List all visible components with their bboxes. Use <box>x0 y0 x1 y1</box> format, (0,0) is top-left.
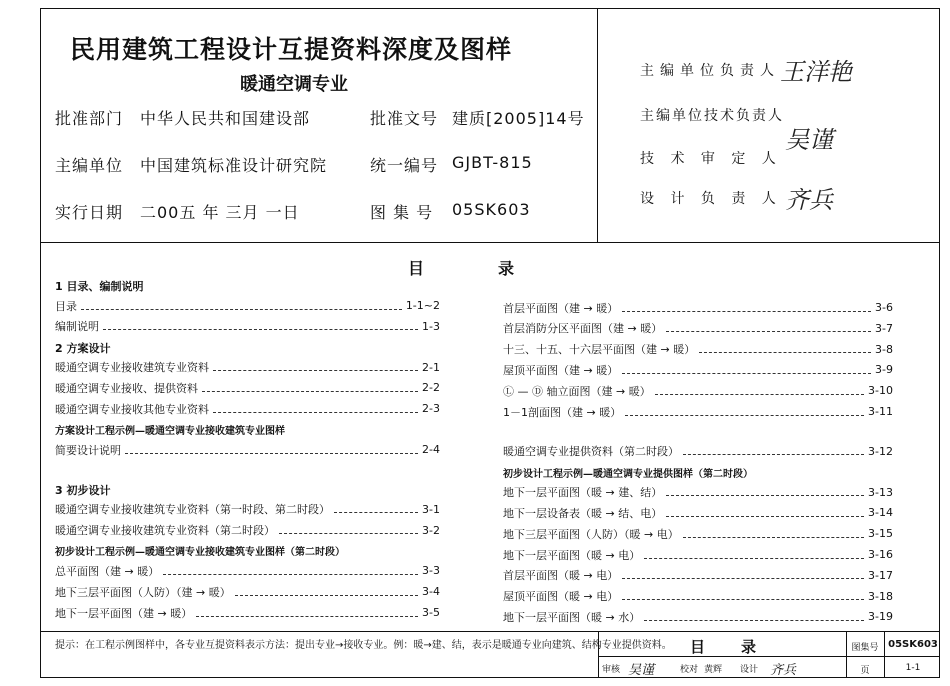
atlas-no: 05SK603 <box>888 639 938 650</box>
toc-leader <box>666 324 871 332</box>
toc-entry-label: Ⓛ — Ⓓ 轴立面图（建 → 暖） <box>503 384 651 398</box>
toc-entry[interactable] <box>503 485 893 500</box>
toc-entry-page: 1-3 <box>422 319 440 333</box>
toc-entry-label: 地下三层平面图（人防）（暖 → 电） <box>503 527 679 541</box>
toc-subheading: 初步设计工程示例—暖通空调专业提供图样（第二时段） <box>503 468 753 480</box>
toc-leader <box>644 613 864 621</box>
toc-entry-label: 地下一层设备表（暖 → 结、电） <box>503 506 663 520</box>
toc-section-heading: 2 方案设计 <box>55 341 111 355</box>
toc-leader <box>622 366 871 374</box>
check-label: 校对 <box>680 665 699 675</box>
toc-entry-label: 暖通空调专业接收、提供资料 <box>55 381 198 395</box>
reviewer-signature: 吴谨 <box>628 663 655 678</box>
toc-entry-page: 3-3 <box>422 564 440 578</box>
toc-leader <box>125 446 418 454</box>
toc-entry-label: 十三、十五、十六层平面图（建 → 暖） <box>503 343 696 357</box>
footer-divider <box>40 631 940 632</box>
toc-entry[interactable] <box>55 502 440 517</box>
toc-subheading: 初步设计工程示例—暖通空调专业接收建筑专业图样（第二时段） <box>55 547 345 559</box>
document-subtitle: 暖通空调专业 <box>240 74 348 95</box>
toc-entry-page: 3-7 <box>875 321 893 335</box>
titleblock-divider <box>884 631 885 678</box>
toc-entry[interactable] <box>503 547 893 562</box>
toc-entry-label: 地下一层平面图（建 → 暖） <box>55 606 193 620</box>
unified-label: 统一编号 <box>370 156 439 175</box>
design-label: 设计 <box>740 665 759 675</box>
toc-leader <box>683 530 864 538</box>
toc-leader <box>202 384 418 392</box>
toc-entry-page: 3-4 <box>422 585 440 599</box>
toc-entry[interactable] <box>55 563 440 578</box>
toc-leader <box>622 571 864 579</box>
atlas-number: 05SK603 <box>452 200 531 219</box>
toc-entry-label: 暖通空调专业接收建筑专业资料 <box>55 361 209 375</box>
toc-entry-label: 首层平面图（暖 → 电） <box>503 569 619 583</box>
toc-entry-label: 目录 <box>55 299 77 313</box>
toc-entry[interactable] <box>503 404 893 419</box>
toc-entry-page: 3-1 <box>422 502 440 516</box>
toc-entry-page: 3-6 <box>875 301 893 314</box>
toc-entry[interactable] <box>503 342 893 357</box>
signer-role: 主编单位技术负责人 <box>640 108 784 124</box>
toc-entry[interactable] <box>55 401 440 416</box>
toc-entry-page: 3-8 <box>875 342 893 356</box>
toc-leader <box>644 551 864 559</box>
toc-entry-page: 3-14 <box>868 506 893 520</box>
toc-leader <box>622 304 871 312</box>
toc-entry[interactable] <box>55 584 440 599</box>
toc-entry-label: 暖通空调专业接收建筑专业资料（第一时段、第二时段） <box>55 503 330 517</box>
toc-leader <box>235 588 418 596</box>
toc-entry-label: 首层平面图（建 → 暖） <box>503 301 619 315</box>
signature: 吴谨 <box>785 126 833 154</box>
toc-entry[interactable] <box>503 526 893 541</box>
toc-section-heading: 3 初步设计 <box>55 483 111 497</box>
toc-entry-label: 屋顶平面图（建 → 暖） <box>503 363 619 377</box>
titleblock-title: 目 录 <box>690 638 759 656</box>
review-label: 审核 <box>602 665 621 675</box>
toc-entry-label: 暖通空调专业提供资料（第二时段） <box>503 445 679 459</box>
editor: 中国建筑标准设计研究院 <box>140 156 328 175</box>
designer-signature: 齐兵 <box>770 663 797 678</box>
titleblock-row-divider <box>598 656 940 657</box>
approve-doc: 建质[2005]14号 <box>452 109 585 128</box>
toc-entry[interactable] <box>503 383 893 398</box>
toc-title: 目 录 <box>408 259 517 278</box>
signature: 王洋艳 <box>780 58 852 86</box>
toc-entry-page: 3-13 <box>868 485 893 499</box>
effective-date: 二00五 年 三月 一日 <box>140 203 300 222</box>
toc-entry[interactable] <box>55 380 440 395</box>
toc-leader <box>81 302 402 310</box>
approve-dept: 中华人民共和国建设部 <box>140 109 311 128</box>
toc-entry[interactable] <box>503 444 893 459</box>
toc-entry-page: 3-18 <box>868 589 893 603</box>
toc-entry[interactable] <box>55 442 440 457</box>
toc-entry-page: 3-17 <box>868 568 893 582</box>
toc-leader <box>279 526 418 534</box>
titleblock-divider <box>598 631 599 678</box>
toc-entry[interactable] <box>503 321 893 336</box>
toc-leader <box>622 592 864 600</box>
toc-entry-page: 3-9 <box>875 363 893 377</box>
toc-entry[interactable] <box>503 589 893 604</box>
toc-entry-page: 3-19 <box>868 610 893 624</box>
checker-name: 黄辉 <box>704 665 723 675</box>
signature: 齐兵 <box>785 186 833 214</box>
toc-entry-label: 暖通空调专业接收其他专业资料 <box>55 402 209 416</box>
toc-leader <box>625 408 864 416</box>
date-label: 实行日期 <box>55 203 124 222</box>
toc-entry-page: 3-5 <box>422 606 440 619</box>
toc-entry-label: 1－1剖面图（建 → 暖） <box>503 405 622 419</box>
unified-number: GJBT-815 <box>452 153 533 172</box>
toc-entry-label: 暖通空调专业接收建筑专业资料（第二时段） <box>55 524 275 538</box>
toc-entry-label: 屋顶平面图（暖 → 电） <box>503 590 619 604</box>
document-title: 民用建筑工程设计互提资料深度及图样 <box>70 35 513 64</box>
footer-note: 提示：在工程示例图样中，各专业互提资料表示方法：提出专业→接收专业。例：暖→建、结，表示是暖通专业向建筑、结构专业提供资料。 <box>55 640 672 651</box>
toc-leader <box>666 488 864 496</box>
toc-entry[interactable] <box>55 298 440 313</box>
editor-label: 主编单位 <box>55 156 124 175</box>
toc-entry-label: 地下三层平面图（人防）（建 → 暖） <box>55 585 231 599</box>
toc-entry-label: 地下一层平面图（暖 → 电） <box>503 548 641 562</box>
toc-entry[interactable] <box>55 360 440 375</box>
toc-leader <box>213 405 418 413</box>
toc-leader <box>666 509 864 517</box>
toc-entry-page: 3-10 <box>868 384 893 398</box>
toc-entry[interactable] <box>55 605 440 620</box>
page-number: 1-1 <box>905 663 921 673</box>
toc-entry[interactable] <box>503 362 893 377</box>
signer-role: 设 计 负 责 人 <box>640 191 782 207</box>
atlas-label: 图 集 号 <box>370 203 434 222</box>
toc-entry-page: 2-4 <box>422 443 440 456</box>
toc-leader <box>655 387 864 395</box>
toc-entry-label: 地下一层平面图（暖 → 水） <box>503 610 641 624</box>
toc-entry-page: 3-16 <box>868 548 893 561</box>
approve-doc-label: 批准文号 <box>370 109 439 128</box>
toc-entry-label: 地下一层平面图（暖 → 建、结） <box>503 486 663 500</box>
toc-leader <box>699 345 871 353</box>
approve-dept-label: 批准部门 <box>55 109 124 128</box>
toc-leader <box>196 609 418 617</box>
toc-leader <box>103 322 418 330</box>
toc-entry-page: 2-3 <box>422 402 440 416</box>
toc-entry-label: 总平面图（建 → 暖） <box>55 564 160 578</box>
toc-entry-page: 3-2 <box>422 523 440 537</box>
header-vertical-divider <box>597 8 598 242</box>
toc-entry-page: 3-11 <box>868 405 893 418</box>
toc-entry[interactable] <box>55 319 440 334</box>
toc-subheading: 方案设计工程示例—暖通空调专业接收建筑专业图样 <box>55 426 285 437</box>
toc-entry-page: 2-2 <box>422 381 440 395</box>
toc-section-heading: 1 目录、编制说明 <box>55 280 144 293</box>
toc-entry-label: 首层消防分区平面图（建 → 暖） <box>503 322 663 336</box>
toc-entry[interactable] <box>55 523 440 538</box>
header-divider <box>40 242 940 243</box>
page-label: 页 <box>860 666 870 676</box>
signer-role: 主编单位负责人 <box>640 63 780 79</box>
signer-role: 技 术 审 定 人 <box>640 151 782 167</box>
toc-entry[interactable] <box>503 505 893 520</box>
toc-entry-label: 编制说明 <box>55 320 99 334</box>
toc-entry-page: 3-15 <box>868 527 893 541</box>
toc-leader <box>163 567 418 575</box>
atlas-no-label: 图集号 <box>851 643 879 653</box>
toc-leader <box>213 363 418 371</box>
toc-leader <box>334 505 418 513</box>
toc-leader <box>683 447 864 455</box>
toc-entry[interactable] <box>503 609 893 624</box>
titleblock-divider <box>846 631 847 678</box>
toc-entry-page: 2-1 <box>422 360 440 374</box>
toc-entry-label: 简要设计说明 <box>55 443 121 457</box>
toc-entry-page: 3-12 <box>868 444 893 458</box>
toc-entry[interactable] <box>503 568 893 583</box>
toc-entry-page: 1-1~2 <box>405 299 440 312</box>
toc-entry[interactable] <box>503 300 893 315</box>
